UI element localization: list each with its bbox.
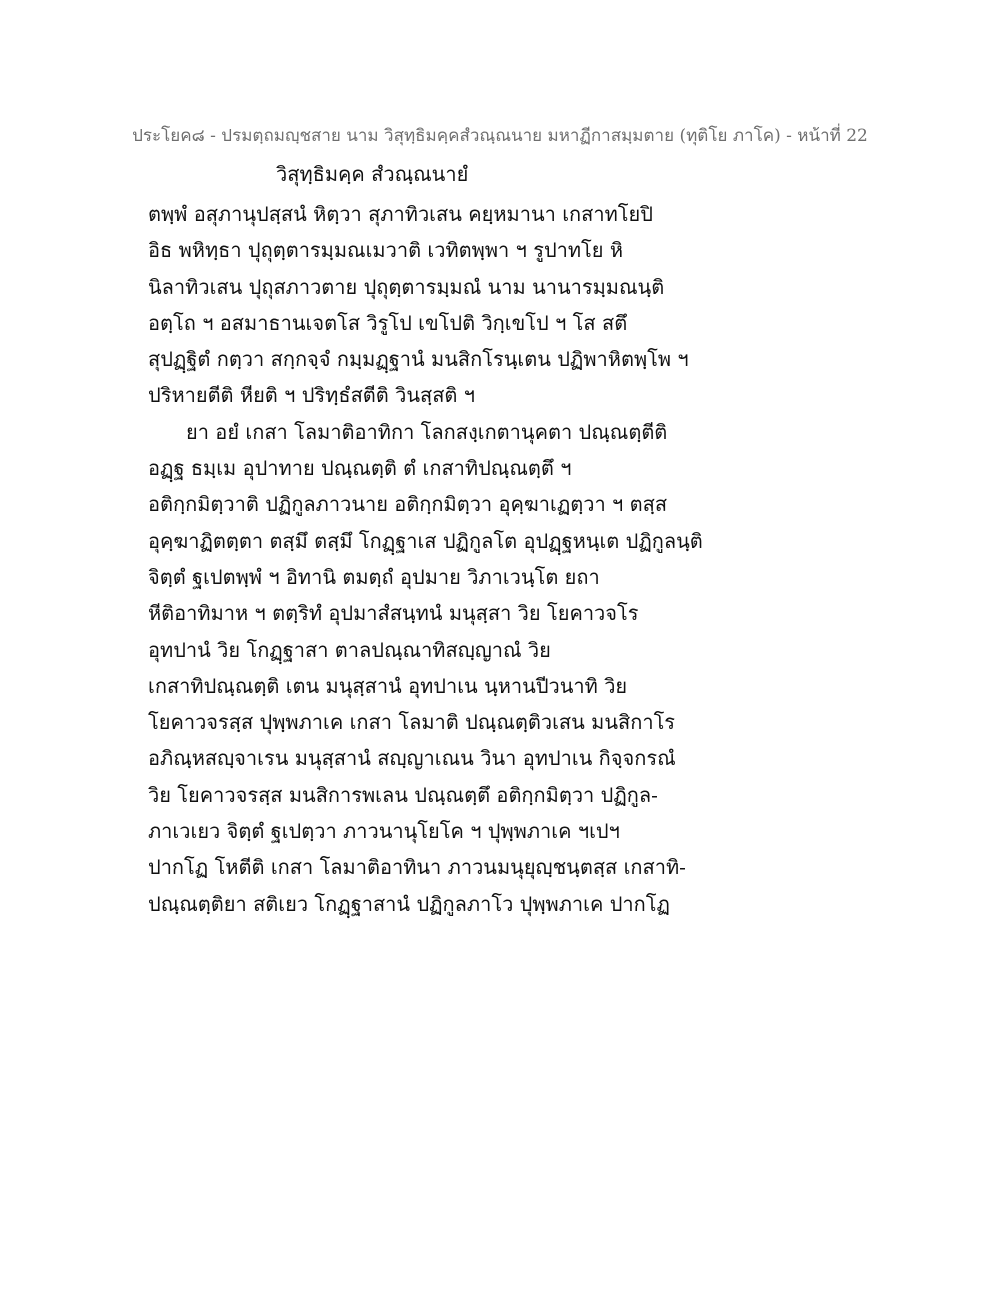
text-line: อิธ พหิทฺธา ปุถุตฺตารมฺมณเมวาติ เวทิตพฺพา ฯ รูปาทโย หิ xyxy=(148,238,624,263)
text-line: ปากโฏ โหตีติ เกสา โลมาติอาทินา ภาวนมนุยุญฺชนฺตสฺส เกสาทิ- xyxy=(148,855,686,880)
text-line: ปริหายตีติ หียติ ฯ ปริทฺธํสตีติ วินสฺสติ ฯ xyxy=(148,383,476,408)
text-line: ตพฺพํ อสุภานุปสฺสนํ หิตฺวา สุภาทิวเสน คยฺหมานา เกสาทโยปิ xyxy=(148,202,653,226)
section-title: วิสุทฺธิมคฺค สํวณฺณนายํ xyxy=(276,162,469,186)
text-line: ภาเวเยว จิตฺตํ ฐเปตฺวา ภาวนานุโยโค ฯ ปุพฺพภาเค ฯเปฯ xyxy=(148,819,620,844)
text-line: ยา อยํ เกสา โลมาติอาทิกา โลกสงฺเกตานุคตา ปณฺณตฺตีติ xyxy=(186,419,668,444)
text-line: อุทปานํ วิย โกฏฺฐาสา ตาลปณฺณาทิสญฺญาณํ วิย xyxy=(148,637,551,662)
text-line: จิตฺตํ ฐเปตพฺพํ ฯ อิทานิ ตมตฺถํ อุปมาย วิภาเวนฺโต ยถา xyxy=(148,564,600,589)
text-line: หีติอาทิมาห ฯ ตตฺริทํ อุปมาสํสนฺทนํ มนุสฺสา วิย โยคาวจโร xyxy=(148,601,639,626)
body-text xyxy=(148,196,708,922)
text-line: สุปฏฺฐิตํ กตฺวา สกฺกจฺจํ กมฺมฏฺฐานํ มนสิกโรนฺเตน ปฏิพาหิตพฺโพ ฯ xyxy=(148,347,689,372)
page-header: ประโยค๘ - ปรมตฺถมญฺชสาย นาม วิสุทฺธิมคฺคสํวณฺณนาย มหาฏีกาสมฺมตาย (ทุติโย ภาโค) - หน้าที่ 22 xyxy=(132,126,868,146)
text-line: โยคาวจรสฺส ปุพฺพภาเค เกสา โลมาติ ปณฺณตฺติวเสน มนสิกาโร xyxy=(148,710,676,735)
text-line: อภิณฺหสญฺจาเรน มนุสฺสานํ สญฺญาเณน วินา อุทปาเน กิจฺจกรณํ xyxy=(148,746,676,771)
text-line: อุคฺฆาฏิตตฺตา ตสฺมึ ตสฺมึ โกฏฺฐาเส ปฏิกูลโต อุปฏฺฐหนฺเต ปฏิกูลนฺติ xyxy=(148,528,703,553)
text-line: อติกฺกมิตฺวาติ ปฏิกูลภาวนาย อติกฺกมิตฺวา อุคฺฆาเฏตฺวา ฯ ตสฺส xyxy=(148,492,668,517)
text-line: อฏฺฐ ธมฺเม อุปาทาย ปณฺณตฺติ ตํ เกสาทิปณฺณตฺตึ ฯ xyxy=(148,456,572,481)
text-line: เกสาทิปณฺณตฺติ เตน มนุสฺสานํ อุทปาเน นฺหานปีวนาทิ วิย xyxy=(148,673,628,698)
text-line: นิลาทิวเสน ปุถุสภาวตาย ปุถุตฺตารมฺมณํ นาม นานารมฺมณนฺติ xyxy=(148,274,665,299)
text-line: ปณฺณตฺติยา สติเยว โกฏฺฐาสานํ ปฏิกูลภาโว ปุพฺพภาเค ปากโฏ xyxy=(148,891,670,916)
text-line: วิย โยคาวจรสฺส มนสิการพเลน ปณฺณตฺตึ อติกฺกมิตฺวา ปฏิกูล- xyxy=(148,782,658,807)
text-line: อตฺโถ ฯ อสมาธานเจตโส วิรูโป เขโปติ วิกฺเขโป ฯ โส สตึ xyxy=(148,310,628,335)
